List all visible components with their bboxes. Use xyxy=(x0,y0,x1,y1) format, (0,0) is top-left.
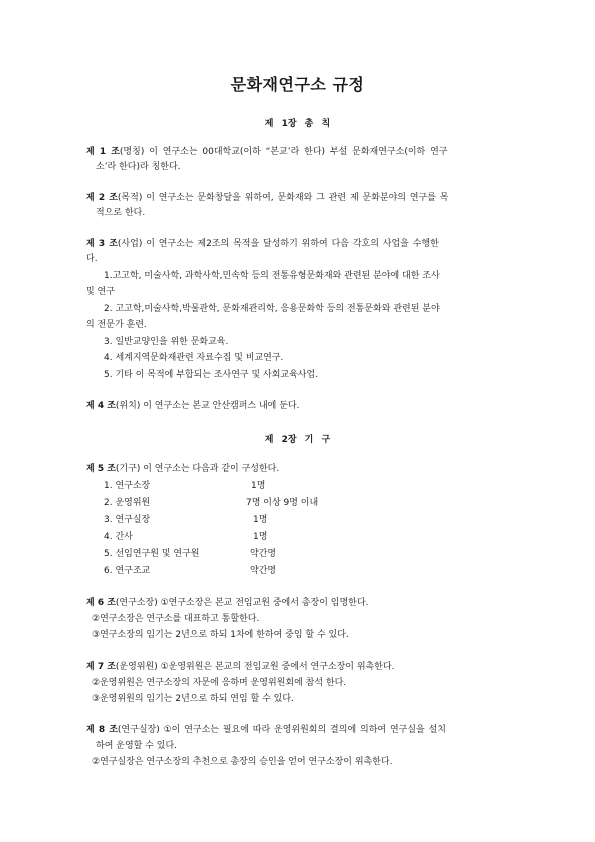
article-8-label: 제 8 조 xyxy=(86,725,118,735)
org-count-4: 1명 xyxy=(253,532,268,542)
document-title: 문화재연구소 규정 xyxy=(230,75,365,94)
article-3-item-2-cont: 의 전문가 훈련. xyxy=(86,320,147,330)
article-3-text: (사업) 이 연구소는 제2조의 목적을 달성하기 위하여 다음 각호의 사업을 수행한 xyxy=(117,239,439,249)
article-1-label: 제 1 조 xyxy=(86,147,120,157)
article-8-text: (연구실장) ①이 연구소는 필요에 따라 운영위원회의 결의에 의하여 연구실을 설치 xyxy=(117,725,446,735)
article-5-label: 제 5 조 xyxy=(86,464,116,474)
org-count-6: 약간명 xyxy=(250,566,277,576)
article-3-item-2: 2. 고고학,미술사학,박물관학, 문화재관리학, 응용문화학 등의 전통문화와 관련된 분야 xyxy=(104,304,440,314)
article-3-item-3: 3. 일반교양인을 위한 문화교육. xyxy=(104,337,229,347)
org-count-1: 1명 xyxy=(251,481,266,491)
chapter-2-heading: 제 2장 기 구 xyxy=(264,435,331,445)
article-2-cont: 적으로 한다. xyxy=(96,208,146,218)
org-role-3: 3. 연구실장 xyxy=(104,515,151,525)
org-count-5: 약간명 xyxy=(250,549,277,559)
article-8 xyxy=(86,724,446,736)
article-3-label: 제 3 조 xyxy=(86,239,118,249)
article-3-item-4: 4. 세계지역문화재관련 자료수집 및 비교연구. xyxy=(104,353,284,363)
org-count-3: 1명 xyxy=(253,515,268,525)
article-2 xyxy=(86,192,448,204)
article-6-label: 제 6 조 xyxy=(86,598,116,608)
article-8-cont: 하여 운영할 수 있다. xyxy=(96,741,177,751)
chapter-1-heading: 제 1장 총 칙 xyxy=(264,119,331,129)
article-6-para-2: ②연구소장은 연구소를 대표하고 통할한다. xyxy=(92,614,260,624)
article-8-para-2: ②연구실장은 연구소장의 추천으로 총장의 승인을 얻어 연구소장이 위촉한다. xyxy=(92,757,393,767)
article-5-text: (기구) 이 연구소는 다음과 같이 구성한다. xyxy=(115,464,280,474)
article-1-text: (명칭) 이 연구소는 00대학교(이하 “본교’라 한다) 부설 문화재연구소(이하 연구 xyxy=(119,147,448,157)
article-4 xyxy=(86,400,299,412)
article-1 xyxy=(86,146,447,158)
article-3-item-1-cont: 및 연구 xyxy=(86,287,115,297)
article-2-text: (목적) 이 연구소는 문화창달을 위하여, 문화재와 그 관련 제 문화분야의 연구를 목 xyxy=(117,193,449,203)
article-3-item-1: 1.고고학, 미술사학, 과학사학,민속학 등의 전통유형문화재와 관련된 분야에 대한 조사 xyxy=(104,271,440,281)
article-6 xyxy=(86,597,368,609)
org-role-6: 6. 연구조교 xyxy=(104,566,151,576)
article-7-text: (운영위원) ①운영위원은 본교의 전임교원 중에서 연구소장이 위촉한다. xyxy=(115,662,395,672)
article-5 xyxy=(86,463,279,475)
org-role-1: 1. 연구소장 xyxy=(104,481,151,491)
article-7-para-2: ②운영위원은 연구소장의 자문에 응하며 운영위원회에 참석 한다. xyxy=(92,678,347,688)
article-3-cont: 다. xyxy=(86,254,98,264)
article-3 xyxy=(86,238,439,250)
article-6-para-3: ③연구소장의 임기는 2년으로 하되 1차에 한하여 중임 할 수 있다. xyxy=(92,630,349,640)
org-role-4: 4. 간사 xyxy=(104,532,133,542)
article-7-para-3: ③운영위원의 임기는 2년으로 하되 연임 할 수 있다. xyxy=(92,694,294,704)
org-role-5: 5. 선임연구원 및 연구원 xyxy=(104,549,200,559)
article-6-text: (연구소장) ①연구소장은 본교 전임교원 중에서 총장이 임명한다. xyxy=(115,598,369,608)
org-role-2: 2. 운영위원 xyxy=(104,498,151,508)
article-3-item-5: 5. 기타 이 목적에 부합되는 조사연구 및 사회교육사업. xyxy=(104,370,319,380)
article-4-text: (위치) 이 연구소는 본교 안산캠퍼스 내에 둔다. xyxy=(115,401,300,411)
org-count-2: 7명 이상 9명 이내 xyxy=(246,498,319,508)
article-4-label: 제 4 조 xyxy=(86,401,116,411)
article-1-cont: 소’라 한다)라 칭한다. xyxy=(96,162,181,172)
article-7-label: 제 7 조 xyxy=(86,662,116,672)
article-7 xyxy=(86,661,394,673)
article-2-label: 제 2 조 xyxy=(86,193,118,203)
